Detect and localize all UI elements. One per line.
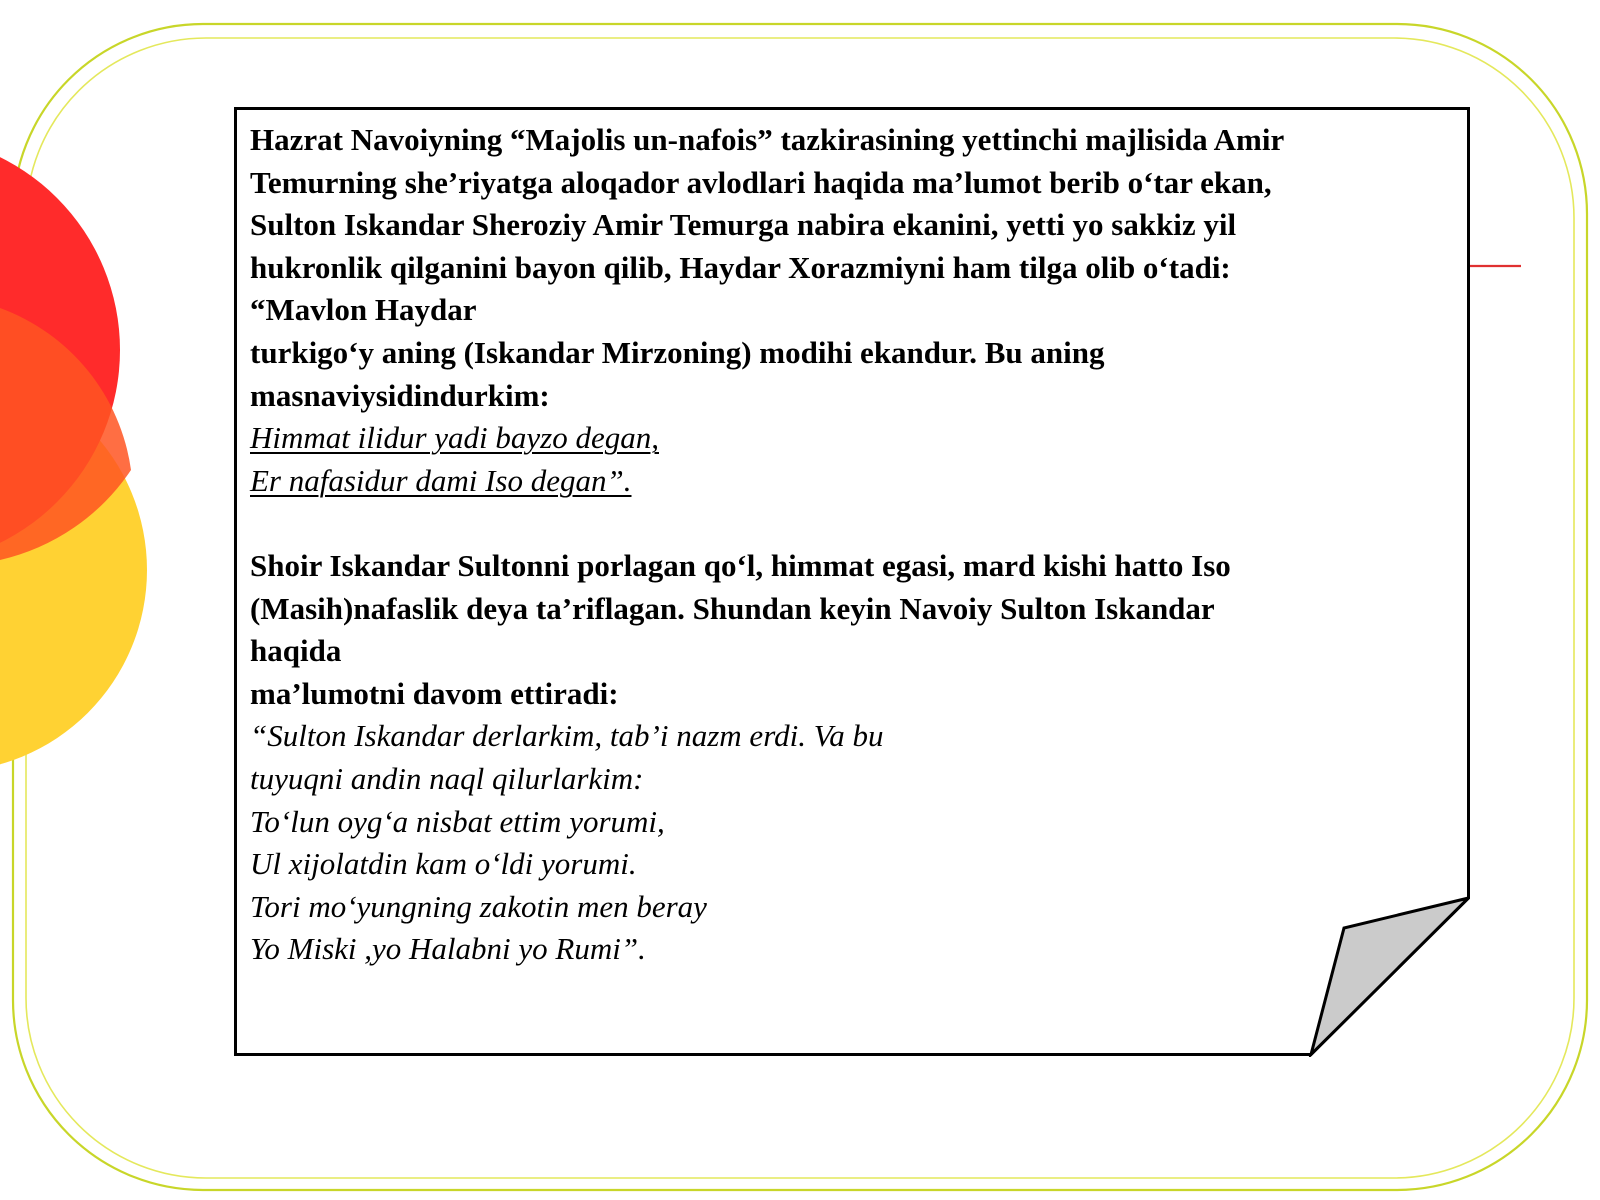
paragraph-1-line: masnaviysidindurkim:: [250, 377, 550, 413]
paragraph-2-line: ma’lumotni davom ettiradi:: [250, 675, 619, 711]
paragraph-2-line: (Masih)nafaslik deya ta’riflagan. Shundan keyin Navoiy Sulton Iskandar: [250, 590, 1215, 626]
verse-1-line: Er nafasidur dami Iso degan”.: [250, 462, 632, 498]
quote-2-line: Yo Miski ,yo Halabni yo Rumi”.: [250, 931, 646, 967]
note-card: [234, 107, 1470, 1057]
paragraph-2-line: Shoir Iskandar Sultonni porlagan qo‘l, himmat egasi, mard kishi hatto Iso: [250, 547, 1231, 583]
verse-1-line: Himmat ilidur yadi bayzo degan,: [250, 420, 659, 456]
quote-2-line: To‘lun oyg‘a nisbat ettim yorumi,: [250, 803, 665, 839]
paragraph-1-line: hukronlik qilganini bayon qilib, Haydar Xorazmiyni ham tilga olib o‘tadi:: [250, 249, 1231, 285]
paragraph-1-line: Sulton Iskandar Sheroziy Amir Temurga nabira ekanini, yetti yo sakkiz yil: [250, 207, 1237, 243]
quote-2-line: Ul xijolatdin kam o‘ldi yorumi.: [250, 846, 637, 882]
blank-line: [250, 502, 1460, 545]
paragraph-1-line: “Mavlon Haydar: [250, 292, 477, 328]
note-card-text: [250, 119, 1460, 971]
paragraph-2-line: haqida: [250, 633, 342, 669]
paragraph-1-line: Hazrat Navoiyning “Majolis un-nafois” tazkirasining yettinchi majlisida Amir: [250, 122, 1285, 157]
quote-2-line: tuyuqni andin naql qilurlarkim:: [250, 760, 644, 796]
quote-2-line: “Sulton Iskandar derlarkim, tab’i nazm erdi. Va bu: [250, 718, 884, 754]
quote-2-line: Tori mo‘yungning zakotin men beray: [250, 888, 707, 924]
paragraph-1-line: turkigo‘y aning (Iskandar Mirzoning) modihi ekandur. Bu aning: [250, 334, 1105, 370]
paragraph-1-line: Temurning she’riyatga aloqador avlodlari haqida ma’lumot berib o‘tar ekan,: [250, 164, 1272, 200]
